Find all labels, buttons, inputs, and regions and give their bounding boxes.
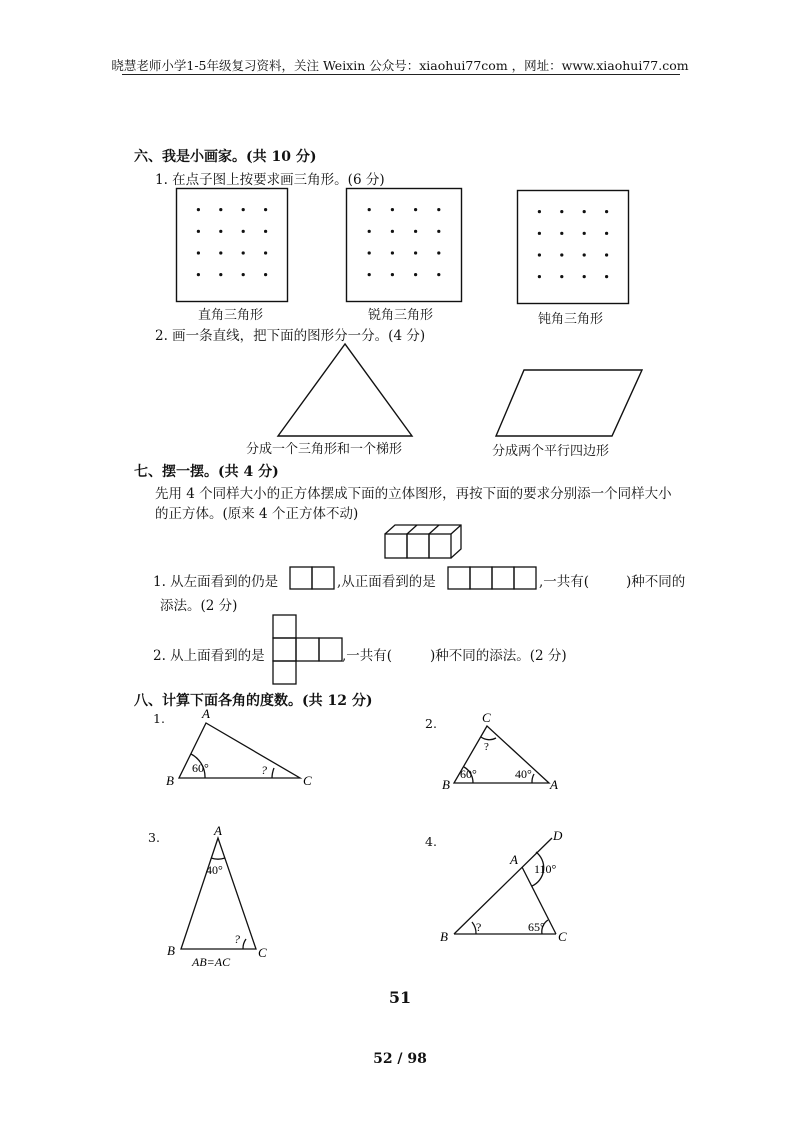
grid-dot[interactable] (264, 251, 267, 254)
label-triangle-trapezoid: 分成一个三角形和一个梯形 (246, 442, 403, 457)
problem-1-number: 1. (153, 711, 165, 726)
grid-dot[interactable] (368, 251, 371, 254)
grid-dot[interactable] (197, 273, 200, 276)
grid-dot[interactable] (437, 251, 440, 254)
grid-dot[interactable] (538, 232, 541, 235)
section-7-q1-part-a: 1. 从左面看到的仍是 (153, 574, 279, 590)
front-view-squares (447, 566, 537, 590)
dot-grid-obtuse-triangle[interactable] (517, 190, 629, 304)
problem-4-angle-dac: 110° (534, 862, 557, 876)
grid-dot[interactable] (560, 253, 563, 256)
grid-dot[interactable] (605, 275, 608, 278)
section-7-q1-answer-blank[interactable] (598, 570, 628, 588)
grid-dot[interactable] (583, 253, 586, 256)
cube-stack-figure (384, 524, 464, 560)
problem-1-vertex-a: A (202, 706, 210, 721)
label-acute-triangle: 锐角三角形 (368, 308, 434, 323)
grid-dot[interactable] (219, 230, 222, 233)
problem-4-vertex-d: D (553, 828, 563, 843)
section-6-title: 六、我是小画家。(共 10 分) (134, 149, 317, 165)
grid-dot[interactable] (219, 273, 222, 276)
grid-dot[interactable] (583, 210, 586, 213)
section-6-q2-text: 2. 画一条直线，把下面的图形分一分。(4 分) (155, 328, 426, 344)
problem-4-vertex-c: C (558, 929, 567, 944)
label-obtuse-triangle: 钝角三角形 (538, 312, 604, 327)
problem-3-vertex-c: C (258, 945, 267, 960)
problem-1-vertex-c: C (303, 773, 312, 788)
section-7-q2-part-a: 2. 从上面看到的是 (153, 648, 265, 664)
section-7-intro-line1: 先用 4 个同样大小的正方体摆成下面的立体图形，再按下面的要求分别添一个同样大小 (155, 486, 672, 502)
problem-2-angle-a: 40° (515, 767, 532, 781)
page-number: 51 (388, 988, 412, 1007)
problem-1-angle-b: 60° (192, 761, 209, 775)
grid-dot[interactable] (605, 253, 608, 256)
header-rule (122, 74, 680, 75)
section-7-q1-part-b: ,从正面看到的是 (337, 574, 436, 590)
grid-dot[interactable] (197, 208, 200, 211)
problem-1-vertex-b: B (166, 773, 174, 788)
grid-dot[interactable] (538, 253, 541, 256)
grid-dot[interactable] (437, 273, 440, 276)
grid-dot[interactable] (197, 251, 200, 254)
top-view-cross-squares (272, 614, 344, 686)
page-footer: 52 / 98 (373, 1051, 427, 1067)
section-7-q2-answer-blank[interactable] (402, 644, 432, 662)
grid-dot[interactable] (560, 210, 563, 213)
problem-1-triangle[interactable] (160, 706, 320, 792)
section-7-q2-part-c: )种不同的添法。(2 分) (430, 648, 567, 664)
grid-dot[interactable] (242, 251, 245, 254)
section-8-title: 八、计算下面各角的度数。(共 12 分) (134, 693, 373, 709)
grid-dot[interactable] (368, 208, 371, 211)
problem-4-angle-c: 65° (528, 920, 545, 934)
section-7-q1-part-d: )种不同的 (626, 574, 686, 590)
grid-dot[interactable] (560, 232, 563, 235)
grid-dot[interactable] (605, 232, 608, 235)
grid-dot[interactable] (560, 275, 563, 278)
grid-dot[interactable] (242, 230, 245, 233)
section-7-q1-part-c: ,一共有( (539, 574, 590, 590)
section-7-title: 七、摆一摆。(共 4 分) (134, 464, 279, 480)
section-6-q1-text: 1. 在点子图上按要求画三角形。(6 分) (155, 172, 385, 188)
label-right-triangle: 直角三角形 (198, 308, 264, 323)
grid-dot[interactable] (414, 251, 417, 254)
grid-dot[interactable] (414, 273, 417, 276)
grid-dot[interactable] (391, 230, 394, 233)
grid-dot[interactable] (368, 273, 371, 276)
dot-grid-acute-triangle[interactable] (346, 188, 462, 302)
page-header: 晓慧老师小学1-5年级复习资料，关注 Weixin 公众号：xiaohui77com ，网址：www.xiaohui77.com (111, 58, 689, 73)
problem-2-number: 2. (425, 716, 437, 731)
problem-3-angle-a: 40° (206, 863, 223, 877)
problem-2-angle-c: ? (484, 741, 489, 753)
grid-dot[interactable] (264, 230, 267, 233)
grid-dot[interactable] (391, 208, 394, 211)
problem-2-vertex-c: C (482, 710, 491, 725)
problem-4-triangle[interactable] (436, 828, 586, 948)
section-7-q1-line2: 添法。(2 分) (160, 598, 238, 614)
problem-4-number: 4. (425, 834, 437, 849)
section-7-q2-part-b: ,一共有( (342, 648, 393, 664)
grid-dot[interactable] (538, 210, 541, 213)
problem-3-vertex-a: A (214, 823, 222, 838)
grid-dot[interactable] (219, 251, 222, 254)
parallelogram-figure[interactable] (494, 368, 644, 438)
grid-dot[interactable] (242, 208, 245, 211)
equilateral-triangle-figure[interactable] (276, 342, 414, 438)
grid-dot[interactable] (242, 273, 245, 276)
grid-dot[interactable] (391, 273, 394, 276)
problem-2-triangle[interactable] (436, 710, 566, 796)
problem-2-vertex-a: A (550, 777, 558, 792)
grid-dot[interactable] (197, 230, 200, 233)
grid-dot[interactable] (583, 275, 586, 278)
grid-dot[interactable] (219, 208, 222, 211)
problem-3-triangle[interactable] (164, 824, 274, 974)
problem-4-vertex-b: B (440, 929, 448, 944)
grid-dot[interactable] (538, 275, 541, 278)
problem-3-number: 3. (148, 830, 160, 845)
section-7-intro-line2: 的正方体。(原来 4 个正方体不动) (155, 506, 359, 522)
problem-1-angle-c: ? (261, 763, 267, 777)
problem-3-angle-c: ? (234, 932, 240, 946)
label-two-parallelograms: 分成两个平行四边形 (492, 444, 610, 459)
problem-2-angle-b: 60° (460, 767, 477, 781)
problem-3-vertex-b: B (167, 943, 175, 958)
left-view-squares (289, 566, 335, 590)
dot-grid-right-triangle[interactable] (176, 188, 288, 302)
problem-4-vertex-a: A (510, 852, 518, 867)
problem-3-note: AB=AC (192, 955, 231, 969)
grid-dot[interactable] (391, 251, 394, 254)
grid-dot[interactable] (437, 208, 440, 211)
problem-4-angle-b: ? (476, 920, 482, 934)
grid-dot[interactable] (414, 230, 417, 233)
grid-dot[interactable] (605, 210, 608, 213)
grid-dot[interactable] (368, 230, 371, 233)
grid-dot[interactable] (583, 232, 586, 235)
grid-dot[interactable] (264, 273, 267, 276)
grid-dot[interactable] (437, 230, 440, 233)
grid-dot[interactable] (414, 208, 417, 211)
grid-dot[interactable] (264, 208, 267, 211)
problem-2-vertex-b: B (442, 777, 450, 792)
